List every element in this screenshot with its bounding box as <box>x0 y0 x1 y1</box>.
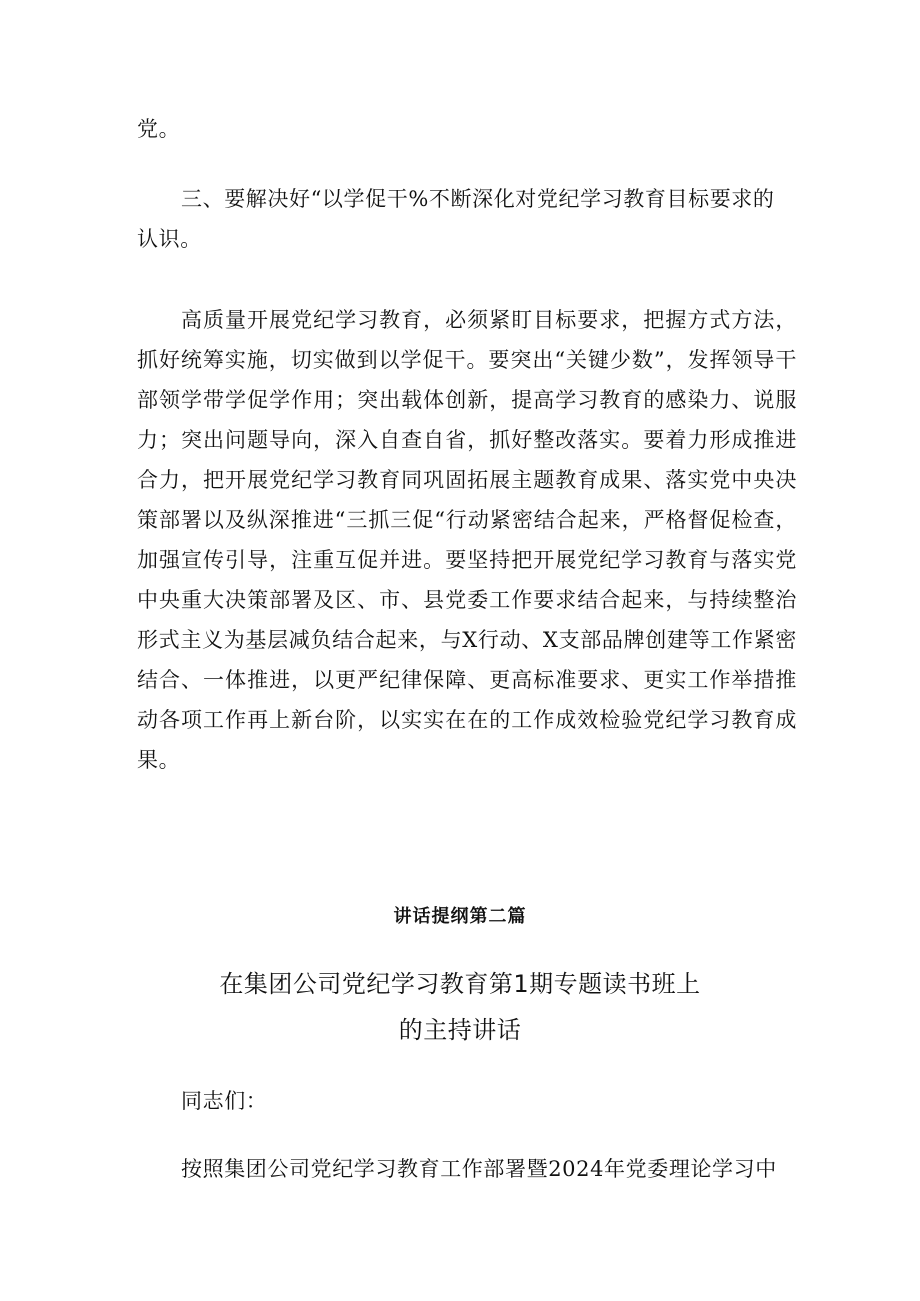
speech-title-line-2: 的主持讲话 <box>398 1016 522 1044</box>
section-three-line-1: 三、要解决好“以学促干%不断深化对党纪学习教育目标要求的 <box>181 187 775 211</box>
fragment-line: 党。 <box>137 117 181 141</box>
section-heading: 讲话提纲第二篇 <box>393 906 527 927</box>
speech-title-line-1: 在集团公司党纪学习教育第1期专题读书班上 <box>219 970 701 998</box>
main-paragraph: 高质量开展党纪学习教育，必须紧盯目标要求，把握方式方法，抓好统筹实施，切实做到以学促干。要突出“关键少数”，发挥领导干部领学带学促学作用；突出载体创新，提高学习教育的感染力、说服力；突出问题导向，深入自查自省，抓好整改落实。要着力形成推进合力，把开展党纪学习教育同巩固拓展主题教育成果、落实党中央决策部署以及纵深推进“三抓三促“行动紧密结合起来，严格督促检查，加强宣传引导，注重互促并进。要坚持把开展党纪学习教育与落实党中央重大决策部署及区、市、县党委工作要求结合起来，与持续整治形式主义为基层减负结合起来，与X行动、X支部品牌创建等工作紧密结合、一体推进，以更严纪律保障、更高标准要求、更实工作举措推动各项工作再上新台阶，以实实在在的工作成效检验党纪学习教育成果。 <box>137 308 797 772</box>
last-paragraph-start: 按照集团公司党纪学习教育工作部署暨2024年党委理论学习中 <box>181 1157 777 1181</box>
salutation: 同志们： <box>181 1089 268 1113</box>
section-three-line-2: 认识。 <box>137 227 202 251</box>
